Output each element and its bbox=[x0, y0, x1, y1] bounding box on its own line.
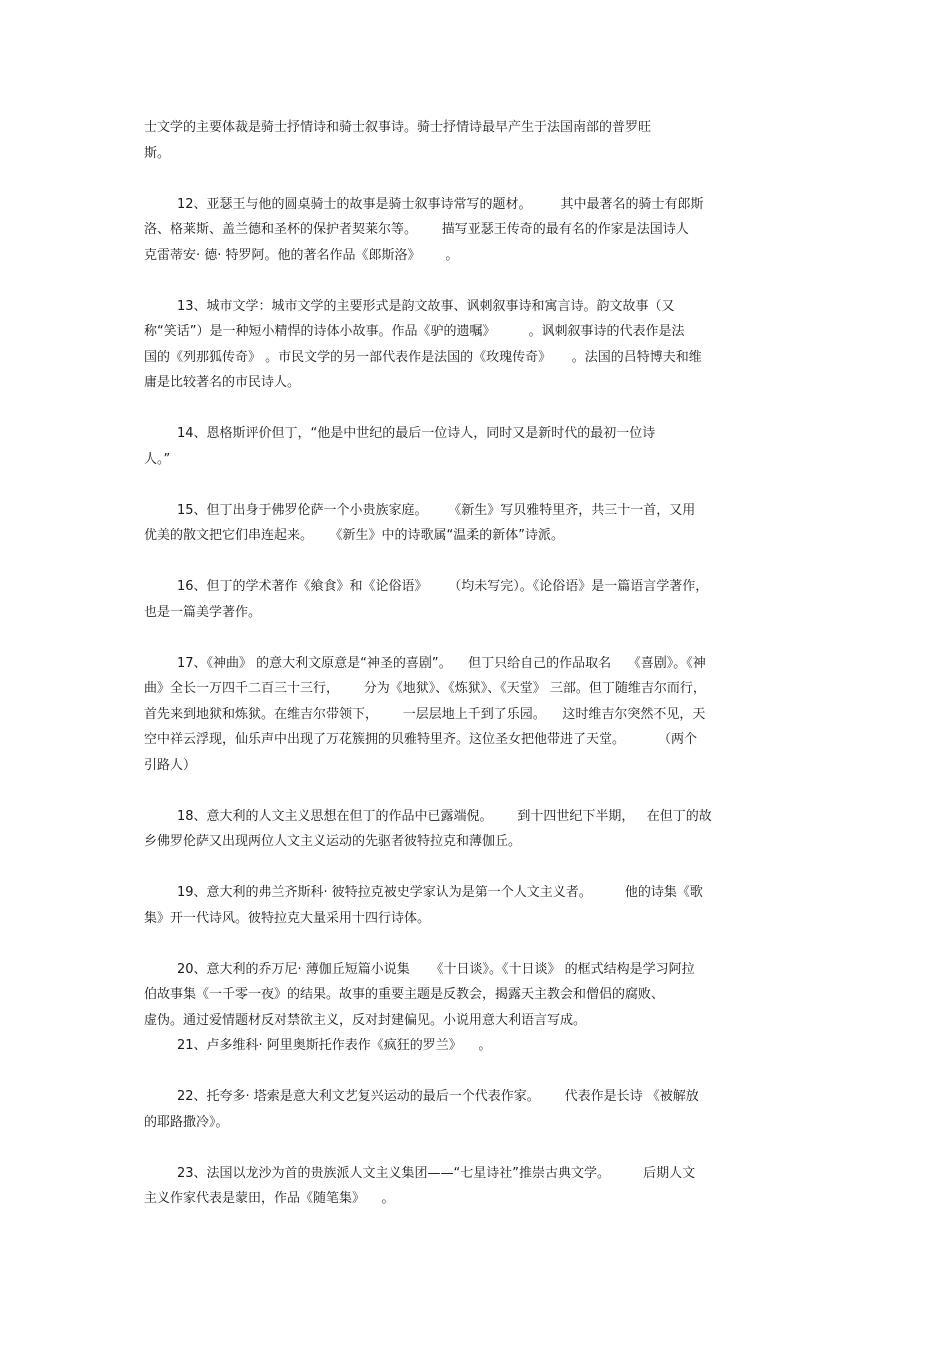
paragraph bbox=[144, 1033, 816, 1059]
text-line: 曲》全长一万四千二百三十三行， 分为《地狱》、《炼狱》、《天堂》 三部。但丁随维吉尔而行， bbox=[144, 681, 706, 696]
text-line: 士文学的主要体裁是骑士抒情诗和骑士叙事诗。骑士抒情诗最早产生于法国南部的普罗旺 bbox=[144, 120, 652, 135]
paragraph bbox=[144, 574, 816, 625]
text-line: 克雷蒂安· 德· 特罗阿。他的著名作品《郎斯洛》 。 bbox=[144, 247, 459, 263]
text-line: 23、法国以龙沙为首的贵族派人文主义集团——“七星诗社”推崇古典文学。 后期人文 bbox=[177, 1165, 696, 1181]
text-line: 14、恩格斯评价但丁，“他是中世纪的最后一位诗人，同时又是新时代的最初一位诗 bbox=[177, 426, 656, 441]
paragraph bbox=[144, 294, 816, 396]
text-line: 空中祥云浮现，仙乐声中出现了万花簇拥的贝雅特里齐。这位圣女把他带进了天堂。 （两个 bbox=[144, 732, 698, 747]
text-line: 17、《神曲》 的意大利文原意是“神圣的喜剧”。 但丁只给自己的作品取名 《喜剧》。《神 bbox=[177, 655, 706, 671]
text-line: 斯。 bbox=[144, 145, 171, 161]
text-line: 国的《列那狐传奇》 。市民文学的另一部代表作是法国的《玫瑰传奇》 。法国的吕特博夫和维 bbox=[144, 349, 702, 365]
paragraph bbox=[144, 804, 816, 855]
paragraph bbox=[144, 957, 816, 1034]
paragraph bbox=[144, 192, 816, 269]
text-line: 伯故事集《一千零一夜》的结果。故事的重要主题是反教会，揭露天主教会和僧侣的腐败、 bbox=[144, 987, 665, 1002]
text-line: 22、托夸多· 塔索是意大利文艺复兴运动的最后一个代表作家。 代表作是长诗 《被解放 bbox=[177, 1089, 699, 1104]
text-line: 20、意大利的乔万尼· 薄伽丘短篇小说集 《十日谈》。《十日谈》 的框式结构是学习阿拉 bbox=[177, 961, 695, 977]
text-line: 洛、格莱斯、盖兰德和圣杯的保护者契莱尔等。 描写亚瑟王传奇的最有名的作家是法国诗人 bbox=[144, 222, 689, 237]
paragraph bbox=[144, 498, 816, 549]
text-line: 也是一篇美学著作。 bbox=[144, 604, 262, 620]
paragraph bbox=[144, 651, 816, 779]
text-line: 15、但丁出身于佛罗伦萨一个小贵族家庭。 《新生》写贝雅特里齐，共三十一首，又用 bbox=[177, 502, 696, 518]
text-line: 的耶路撒冷》。 bbox=[144, 1114, 229, 1130]
paragraph bbox=[144, 1161, 816, 1212]
paragraph bbox=[144, 421, 816, 472]
text-line: 16、但丁的学术著作《飨食》和《论俗语》 （均未写完）。《论俗语》是一篇语言学著作， bbox=[177, 579, 709, 594]
text-line: 18、意大利的人文主义思想在但丁的作品中已露端倪。 到十四世纪下半期， 在但丁的故 bbox=[177, 808, 712, 824]
text-line: 优美的散文把它们串连起来。 《新生》中的诗歌属“温柔的新体”诗派。 bbox=[144, 528, 564, 543]
text-line: 主义作家代表是蒙田，作品《随笔集》 。 bbox=[144, 1191, 395, 1206]
text-line: 称“笑话”）是一种短小精悍的诗体小故事。作品《驴的遗嘱》 。讽刺叙事诗的代表作是法 bbox=[144, 324, 685, 339]
text-line: 12、亚瑟王与他的圆桌骑士的故事是骑士叙事诗常写的题材。 其中最著名的骑士有郎斯 bbox=[177, 196, 704, 212]
document-body bbox=[144, 115, 816, 1237]
text-line: 引路人） bbox=[144, 757, 197, 773]
text-line: 庸是比较著名的市民诗人。 bbox=[144, 375, 301, 390]
text-line: 集》开一代诗风。彼特拉克大量采用十四行诗体。 bbox=[144, 910, 431, 926]
text-line: 乡佛罗伦萨又出现两位人文主义运动的先驱者彼特拉克和薄伽丘。 bbox=[144, 834, 522, 849]
text-line: 人。” bbox=[144, 451, 171, 467]
paragraph bbox=[144, 1084, 816, 1135]
text-line: 虚伪。通过爱情题材反对禁欲主义，反对封建偏见。小说用意大利语言写成。 bbox=[144, 1012, 587, 1028]
text-line: 19、意大利的弗兰齐斯科· 彼特拉克被史学家认为是第一个人文主义者。 他的诗集《歌 bbox=[177, 885, 703, 900]
text-line: 21、卢多维科· 阿里奥斯托作表作《疯狂的罗兰》 。 bbox=[177, 1038, 492, 1053]
paragraph bbox=[144, 115, 816, 166]
paragraph bbox=[144, 880, 816, 931]
text-line: 首先来到地狱和炼狱。在维吉尔带领下， 一层层地上千到了乐园。 这时维吉尔突然不见，天 bbox=[144, 706, 706, 722]
text-line: 13、城市文学：城市文学的主要形式是韵文故事、讽刺叙事诗和寓言诗。韵文故事（又 bbox=[177, 298, 675, 314]
